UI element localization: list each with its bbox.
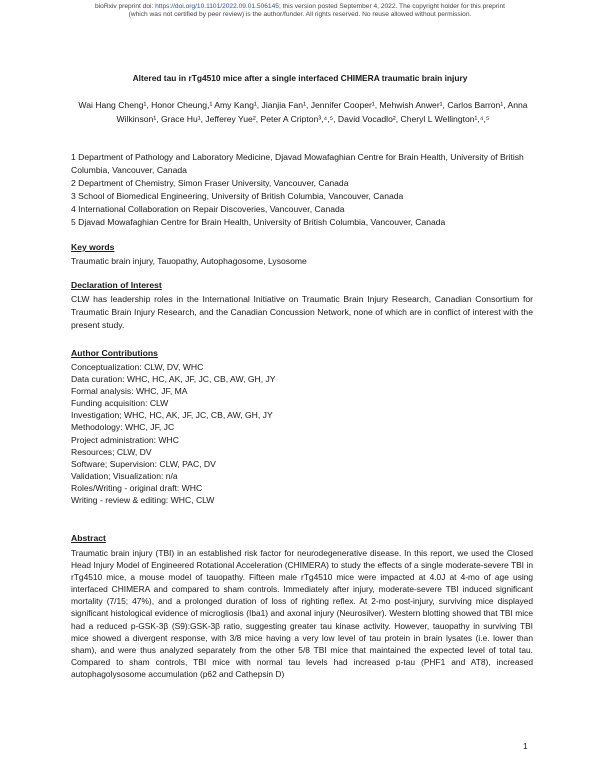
contributions-heading: Author Contributions <box>71 348 158 358</box>
affiliation-1: 1 Department of Pathology and Laboratory Medicine, Djavad Mowafaghian Centre for Brain Health, University of British Columbia, Vancouver, Canada <box>71 152 524 175</box>
header-line1-prefix: bioRxiv preprint doi: <box>95 3 156 10</box>
contribution-item: Project administration: WHC <box>71 434 179 445</box>
affiliation-3: 3 School of Biomedical Engineering, University of British Columbia, Vancouver, Canada <box>71 191 404 201</box>
contribution-item: Conceptualization: CLW, DV, WHC <box>71 362 204 372</box>
affiliation-4: 4 International Collaboration on Repair Discoveries, Vancouver, Canada <box>71 204 345 214</box>
declaration-text: CLW has leadership roles in the International Initiative on Traumatic Brain Injury Research, Canadian Consortium for Traumatic Brain Injury Research, and the Canadian Concussion Network, none of which are in conflict of interest with the present study. <box>71 294 533 330</box>
contribution-item: Resources; CLW, DV <box>71 446 152 457</box>
header-line2: (which was not certified by peer review) is the author/funder. All rights reserved. No reuse allowed without permission. <box>128 11 472 18</box>
declaration-heading: Declaration of Interest <box>71 280 162 290</box>
affiliation-5: 5 Djavad Mowafaghian Centre for Brain Health, University of British Columbia, Vancouver, Canada <box>71 217 446 227</box>
doi-link[interactable]: https://doi.org/10.1101/2022.09.01.506145 <box>155 3 279 10</box>
keywords-heading: Key words <box>71 242 115 252</box>
contribution-item: Funding acquisition: CLW <box>71 398 169 409</box>
contribution-item: Methodology: WHC, JF, JC <box>71 422 175 433</box>
contributions-list <box>71 361 533 506</box>
author-list: Wai Hang Cheng¹, Honor Cheung,¹ Amy Kang¹, Jianjia Fan¹, Jennifer Cooper¹, Mehwish Anwer¹, Carlos Barron¹, Anna Wilkinson¹, Grace Hu¹, Jefferey Yue², Peter A Cripton³,⁴,⁵, David Vocadlo², Cheryl L Wellington¹,⁴,⁵ <box>78 100 528 124</box>
contribution-item: Validation; Visualization: n/a <box>71 470 178 481</box>
affiliation-2: 2 Department of Chemistry, Simon Fraser University, Vancouver, Canada <box>71 178 349 188</box>
abstract-heading: Abstract <box>71 533 106 543</box>
contribution-item: Software; Supervision: CLW, PAC, DV <box>71 458 216 469</box>
contribution-item: Writing - review & editing: WHC, CLW <box>71 495 215 506</box>
contribution-item: Formal analysis: WHC, JF, MA <box>71 386 188 397</box>
contribution-item: Data curation: WHC, HC, AK, JF, JC, CB, AW, GH, JY <box>71 374 276 385</box>
header-line1-suffix: ; this version posted September 4, 2022. The copyright holder for this preprint <box>278 3 505 10</box>
abstract-text: Traumatic brain injury (TBI) in an established risk factor for neurodegenerative disease. In this report, we used the Closed Head Injury Model of Engineered Rotational Acceleration (CHIMERA) to study the effects of a single moderate-severe TBI in rTg4510 mice, a mouse model of tauopathy. Fifteen male rTg4510 mice were impacted at 4.0J at 4-mo of age using interfaced CHIMERA and compared to sham controls. Immediately after injury, moderate-severe TBI induced significant mortality (7/15; 47%), and a prolonged duration of loss of righting reflex. At 2-mo post-injury, surviving mice displayed significant histological evidence of microgliosis (Iba1) and axonal injury (Neurosilver). Western blotting showed that TBI mice had a reduced p-GSK-3β (S9):GSK-3β ratio, suggesting greater tau kinase activity. However, tauopathy in surviving TBI mice showed a divergent response, with 3/8 mice having a very low level of tau protein in brain lysates (i.e. lower than sham), and were thus analyzed separately from the other 5/8 TBI mice that maintained the expected level of total tau. Compared to sham controls, TBI mice with normal tau levels had increased p-tau (PHF1 and AT8), increased autophagolysosome accumulation (p62 and Cathepsin D) <box>71 548 533 679</box>
page-number: 1 <box>523 741 528 751</box>
contribution-item: Roles/Writing - original draft: WHC <box>71 482 203 493</box>
keywords-text: Traumatic brain injury, Tauopathy, Autophagosome, Lysosome <box>71 256 307 266</box>
contribution-item: Investigation; WHC, HC, AK, JF, JC, CB, AW, GH, JY <box>71 410 273 421</box>
paper-title: Altered tau in rTg4510 mice after a single interfaced CHIMERA traumatic brain injury <box>132 73 468 83</box>
preprint-header <box>0 3 600 19</box>
